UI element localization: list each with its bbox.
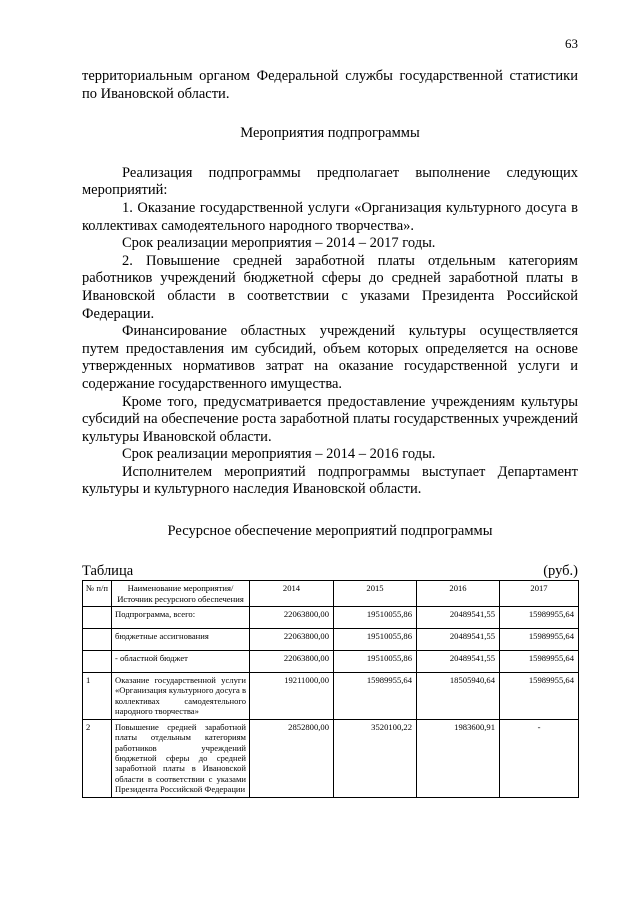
table-header-row [83, 581, 579, 607]
row-value-2014: 19211000,00 [250, 673, 334, 720]
table-row [83, 673, 579, 720]
intro-paragraph: территориальным органом Федеральной службы государственной статистики по Ивановской области. [82, 68, 578, 102]
row-value-2015: 19510055,86 [334, 629, 417, 651]
paragraph: Реализация подпрограммы предполагает выполнение следующих мероприятий: [82, 164, 578, 199]
row-value-2014: 22063800,00 [250, 651, 334, 673]
row-value-2016: 20489541,55 [417, 629, 500, 651]
paragraph: Финансирование областных учреждений культуры осуществляется путем предоставления им субсидий, объем которых определяется на основе утвержденных нормативов затрат на оказание государственной услуги и содержание государственного имущества. [82, 323, 578, 392]
header-name: Наименование мероприятия/Источник ресурсного обеспечения [112, 581, 250, 607]
row-value-2015: 15989955,64 [334, 673, 417, 720]
section-heading: Мероприятия подпрограммы [240, 125, 420, 142]
row-value-2014: 2852800,00 [250, 719, 334, 797]
paragraph: Исполнителем мероприятий подпрограммы выступает Департамент культуры и культурного наследия Ивановской области. [82, 463, 578, 498]
row-num: 1 [83, 673, 112, 720]
header-num: № п/п [83, 581, 112, 607]
page-number: 63 [565, 36, 578, 51]
header-2016: 2016 [417, 581, 500, 607]
row-value-2016: 20489541,55 [417, 607, 500, 629]
row-value-2014: 22063800,00 [250, 629, 334, 651]
header-2015: 2015 [334, 581, 417, 607]
row-num: 2 [83, 719, 112, 797]
paragraph: Срок реализации мероприятия – 2014 – 2017 годы. [122, 235, 436, 252]
row-value-2016: 18505940,64 [417, 673, 500, 720]
row-value-2017: 15989955,64 [500, 651, 579, 673]
row-name: бюджетные ассигнования [112, 629, 250, 651]
row-num [83, 629, 112, 651]
table-row [83, 719, 579, 797]
row-value-2015: 3520100,22 [334, 719, 417, 797]
table-caption [82, 563, 578, 581]
row-name: Подпрограмма, всего: [112, 607, 250, 629]
row-value-2017: 15989955,64 [500, 673, 579, 720]
row-value-2017: 15989955,64 [500, 607, 579, 629]
row-name: Повышение средней заработной платы отдельным категориям работников учреждений бюджетной сферы до средней заработной платы в Ивановской области в соответствии с указами Президента Российской Федерации [112, 719, 250, 797]
header-2017: 2017 [500, 581, 579, 607]
row-name: Оказание государственной услуги «Организация культурного досуга в коллективах самодеятельного народного творчества» [112, 673, 250, 720]
resource-heading: Ресурсное обеспечение мероприятий подпрограммы [167, 523, 493, 540]
header-2014: 2014 [250, 581, 334, 607]
paragraph: Срок реализации мероприятия – 2014 – 2016 годы. [122, 446, 436, 463]
table-row [83, 651, 579, 673]
resource-table [82, 580, 579, 797]
table-row [83, 629, 579, 651]
row-num [83, 651, 112, 673]
table-label: Таблица [82, 562, 134, 579]
document-body [82, 68, 578, 798]
paragraph-list [82, 165, 578, 499]
row-value-2017: 15989955,64 [500, 629, 579, 651]
row-value-2016: 20489541,55 [417, 651, 500, 673]
row-value-2015: 19510055,86 [334, 607, 417, 629]
row-value-2015: 19510055,86 [334, 651, 417, 673]
row-num [83, 607, 112, 629]
row-name: - областной бюджет [112, 651, 250, 673]
paragraph: Кроме того, предусматривается предоставление учреждениям культуры субсидий на обеспечение роста заработной платы государственных учреждений культуры Ивановской области. [82, 393, 578, 445]
row-value-2014: 22063800,00 [250, 607, 334, 629]
row-value-2016: 1983600,91 [417, 719, 500, 797]
paragraph: 2. Повышение средней заработной платы отдельным категориям работников учреждений бюджетной сферы до средней заработной платы в Ивановской области в соответствии с указами Президента Российской Федерации. [82, 252, 578, 322]
paragraph: 1. Оказание государственной услуги «Организация культурного досуга в коллективах самодеятельного народного творчества». [82, 199, 578, 234]
table-unit: (руб.) [543, 562, 578, 579]
table-row [83, 607, 579, 629]
row-value-2017: - [500, 719, 579, 797]
